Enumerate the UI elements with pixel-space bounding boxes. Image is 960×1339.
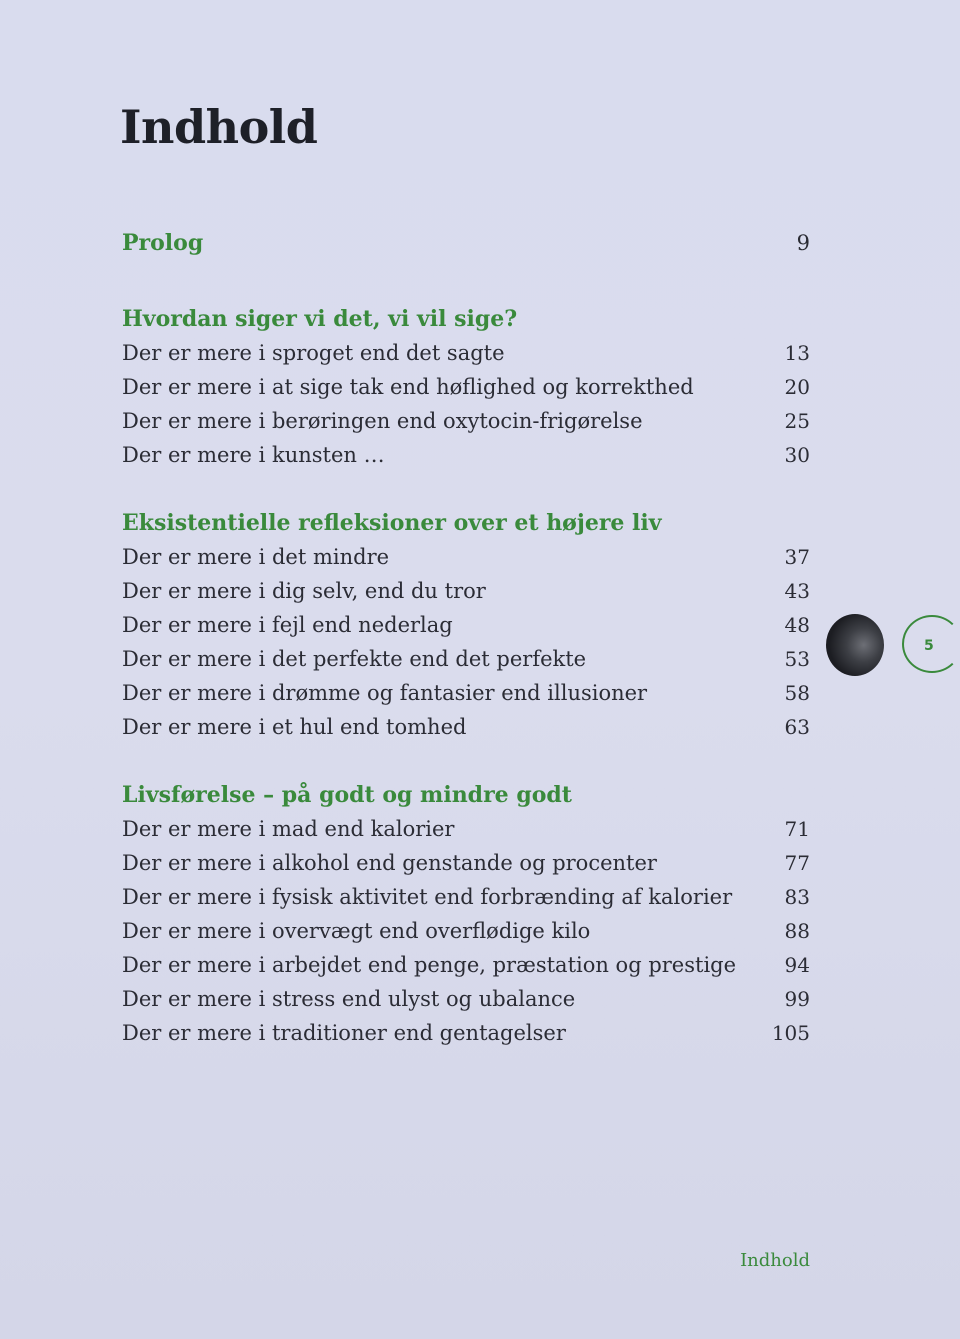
entry-page-number: 30 bbox=[784, 443, 810, 467]
table-of-contents bbox=[122, 226, 810, 1050]
toc-section-communication bbox=[122, 302, 810, 472]
toc-entry bbox=[122, 846, 810, 880]
page-title: Indhold bbox=[120, 100, 318, 154]
toc-entry bbox=[122, 438, 810, 472]
page-number: 5 bbox=[924, 638, 934, 654]
section-title: Eksistentielle refleksioner over et højere liv bbox=[122, 510, 662, 536]
section-heading bbox=[122, 506, 810, 540]
toc-entry bbox=[122, 812, 810, 846]
toc-section-existential bbox=[122, 506, 810, 744]
toc-entry bbox=[122, 880, 810, 914]
section-heading bbox=[122, 778, 810, 812]
toc-entry bbox=[122, 336, 810, 370]
entry-title: Der er mere i at sige tak end høflighed og korrekthed bbox=[122, 375, 694, 399]
toc-entry bbox=[122, 370, 810, 404]
entry-page-number: 25 bbox=[784, 409, 810, 433]
entry-page-number: 71 bbox=[784, 817, 810, 841]
toc-entry bbox=[122, 948, 810, 982]
entry-title: Der er mere i sproget end det sagte bbox=[122, 341, 505, 365]
section-heading bbox=[122, 302, 810, 336]
toc-section-lifestyle bbox=[122, 778, 810, 1050]
toc-entry bbox=[122, 540, 810, 574]
entry-title: Der er mere i kunsten … bbox=[122, 443, 385, 467]
entry-title: Der er mere i et hul end tomhed bbox=[122, 715, 467, 739]
entry-page-number: 13 bbox=[784, 341, 810, 365]
entry-page-number: 48 bbox=[784, 613, 810, 637]
toc-entry bbox=[122, 676, 810, 710]
entry-page-number: 105 bbox=[771, 1021, 810, 1045]
section-title: Livsførelse – på godt og mindre godt bbox=[122, 782, 572, 808]
toc-entry bbox=[122, 642, 810, 676]
entry-title: Der er mere i overvægt end overflødige kilo bbox=[122, 919, 591, 943]
toc-entry bbox=[122, 574, 810, 608]
entry-page-number: 88 bbox=[784, 919, 810, 943]
entry-page-number: 94 bbox=[784, 953, 810, 977]
toc-entry bbox=[122, 404, 810, 438]
entry-page-number: 43 bbox=[784, 579, 810, 603]
toc-entry bbox=[122, 608, 810, 642]
thumb-index-hole-icon bbox=[826, 614, 884, 676]
section-heading bbox=[122, 226, 810, 260]
entry-title: Der er mere i alkohol end genstande og procenter bbox=[122, 851, 657, 875]
entry-title: Der er mere i fysisk aktivitet end forbrænding af kalorier bbox=[122, 885, 733, 909]
entry-title: Der er mere i berøringen end oxytocin-frigørelse bbox=[122, 409, 643, 433]
entry-page-number: 63 bbox=[784, 715, 810, 739]
entry-title: Der er mere i dig selv, end du tror bbox=[122, 579, 486, 603]
entry-title: Der er mere i traditioner end gentagelser bbox=[122, 1021, 566, 1045]
entry-page-number: 20 bbox=[784, 375, 810, 399]
toc-entry bbox=[122, 914, 810, 948]
entry-title: Der er mere i stress end ulyst og ubalance bbox=[122, 987, 576, 1011]
toc-entry bbox=[122, 982, 810, 1016]
toc-entry bbox=[122, 710, 810, 744]
entry-title: Der er mere i drømme og fantasier end illusioner bbox=[122, 681, 648, 705]
section-page-number: 9 bbox=[796, 231, 810, 255]
toc-entry bbox=[122, 1016, 810, 1050]
running-footer: Indhold bbox=[740, 1250, 810, 1271]
entry-title: Der er mere i mad end kalorier bbox=[122, 817, 455, 841]
entry-page-number: 58 bbox=[784, 681, 810, 705]
entry-page-number: 99 bbox=[784, 987, 810, 1011]
section-title: Hvordan siger vi det, vi vil sige? bbox=[122, 306, 518, 332]
entry-page-number: 83 bbox=[784, 885, 810, 909]
entry-title: Der er mere i det mindre bbox=[122, 545, 390, 569]
entry-page-number: 37 bbox=[784, 545, 810, 569]
section-title: Prolog bbox=[122, 230, 204, 256]
toc-section-prolog bbox=[122, 226, 810, 268]
entry-title: Der er mere i fejl end nederlag bbox=[122, 613, 453, 637]
entry-page-number: 77 bbox=[784, 851, 810, 875]
entry-page-number: 53 bbox=[784, 647, 810, 671]
entry-title: Der er mere i arbejdet end penge, præstation og prestige bbox=[122, 953, 737, 977]
entry-title: Der er mere i det perfekte end det perfekte bbox=[122, 647, 587, 671]
